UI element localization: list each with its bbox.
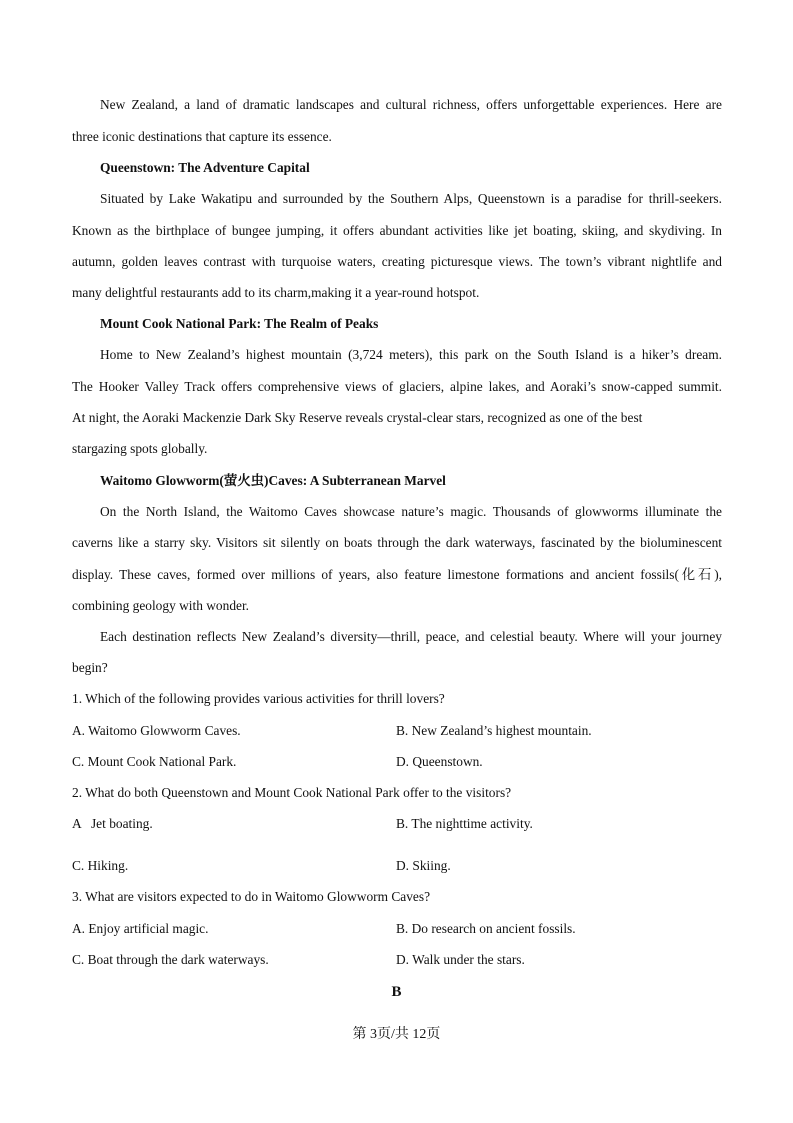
question-1-option-c[interactable]: C. Mount Cook National Park. [72,754,237,769]
section-b-marker: B [391,984,402,1000]
question-2-option-d[interactable]: D. Skiing. [396,858,451,873]
question-3-option-c[interactable]: C. Boat through the dark waterways. [72,952,269,967]
question-3-option-b[interactable]: B. Do research on ancient fossils. [396,921,576,936]
mount-cook-line-4: stargazing spots globally. [72,441,208,456]
page-footer: 第 3页/共 12页 [352,1027,441,1042]
question-1-option-a[interactable]: A. Waitomo Glowworm Caves. [72,723,241,738]
intro-line-2: three iconic destinations that capture its essence. [72,129,332,144]
question-2-option-c[interactable]: C. Hiking. [72,858,129,873]
question-3-option-a[interactable]: A. Enjoy artificial magic. [72,921,209,936]
waitomo-line-1: On the North Island, the Waitomo Caves showcase nature’s magic. Thousands of glowworms illuminate the [100,504,722,519]
queenstown-line-3: autumn, golden leaves contrast with turquoise waters, creating picturesque views. The town’s vibrant nightlife and [72,254,722,269]
question-1-option-b[interactable]: B. New Zealand’s highest mountain. [396,723,592,738]
mount-cook-line-2: The Hooker Valley Track offers comprehensive views of glaciers, alpine lakes, and Aoraki’s snow-capped summit. [72,379,722,394]
closing-line-1: Each destination reflects New Zealand’s diversity—thrill, peace, and celestial beauty. Where will your journey [100,629,722,644]
waitomo-line-3: display. These caves, formed over millions of years, also feature limestone formations and ancient fossils(化石), [72,567,722,582]
closing-line-2: begin? [72,660,108,675]
question-2-option-b[interactable]: B. The nighttime activity. [396,816,533,831]
queenstown-line-4: many delightful restaurants add to its charm,making it a year-round hotspot. [72,285,480,300]
section-heading-queenstown: Queenstown: The Adventure Capital [100,160,310,175]
mount-cook-line-3: At night, the Aoraki Mackenzie Dark Sky Reserve reveals crystal-clear stars, recognized as one of the best [72,410,643,425]
question-3-option-d[interactable]: D. Walk under the stars. [396,952,525,967]
question-1-option-d[interactable]: D. Queenstown. [396,754,483,769]
intro-line-1: New Zealand, a land of dramatic landscapes and cultural richness, offers unforgettable experiences. Here are [100,97,722,112]
question-2-stem: 2. What do both Queenstown and Mount Cook National Park offer to the visitors? [72,785,512,800]
waitomo-line-2: caverns like a starry sky. Visitors sit silently on boats through the dark waterways, fascinated by the bioluminescent [72,535,722,550]
mount-cook-line-1: Home to New Zealand’s highest mountain (3,724 meters), this park on the South Island is a hiker’s dream. [100,347,722,362]
question-3-stem: 3. What are visitors expected to do in Waitomo Glowworm Caves? [72,889,431,904]
queenstown-line-1: Situated by Lake Wakatipu and surrounded by the Southern Alps, Queenstown is a paradise for thrill-seekers. [100,191,722,206]
section-heading-mount-cook: Mount Cook National Park: The Realm of Peaks [100,316,379,331]
question-2-option-a[interactable]: A Jet boating. [72,816,153,831]
waitomo-line-4: combining geology with wonder. [72,598,250,613]
question-1-stem: 1. Which of the following provides various activities for thrill lovers? [72,691,445,706]
queenstown-line-2: Known as the birthplace of bungee jumping, it offers abundant activities like jet boating, skiing, and skydiving. In [72,223,722,238]
section-heading-waitomo: Waitomo Glowworm(萤火虫)Caves: A Subterranean Marvel [100,473,446,488]
